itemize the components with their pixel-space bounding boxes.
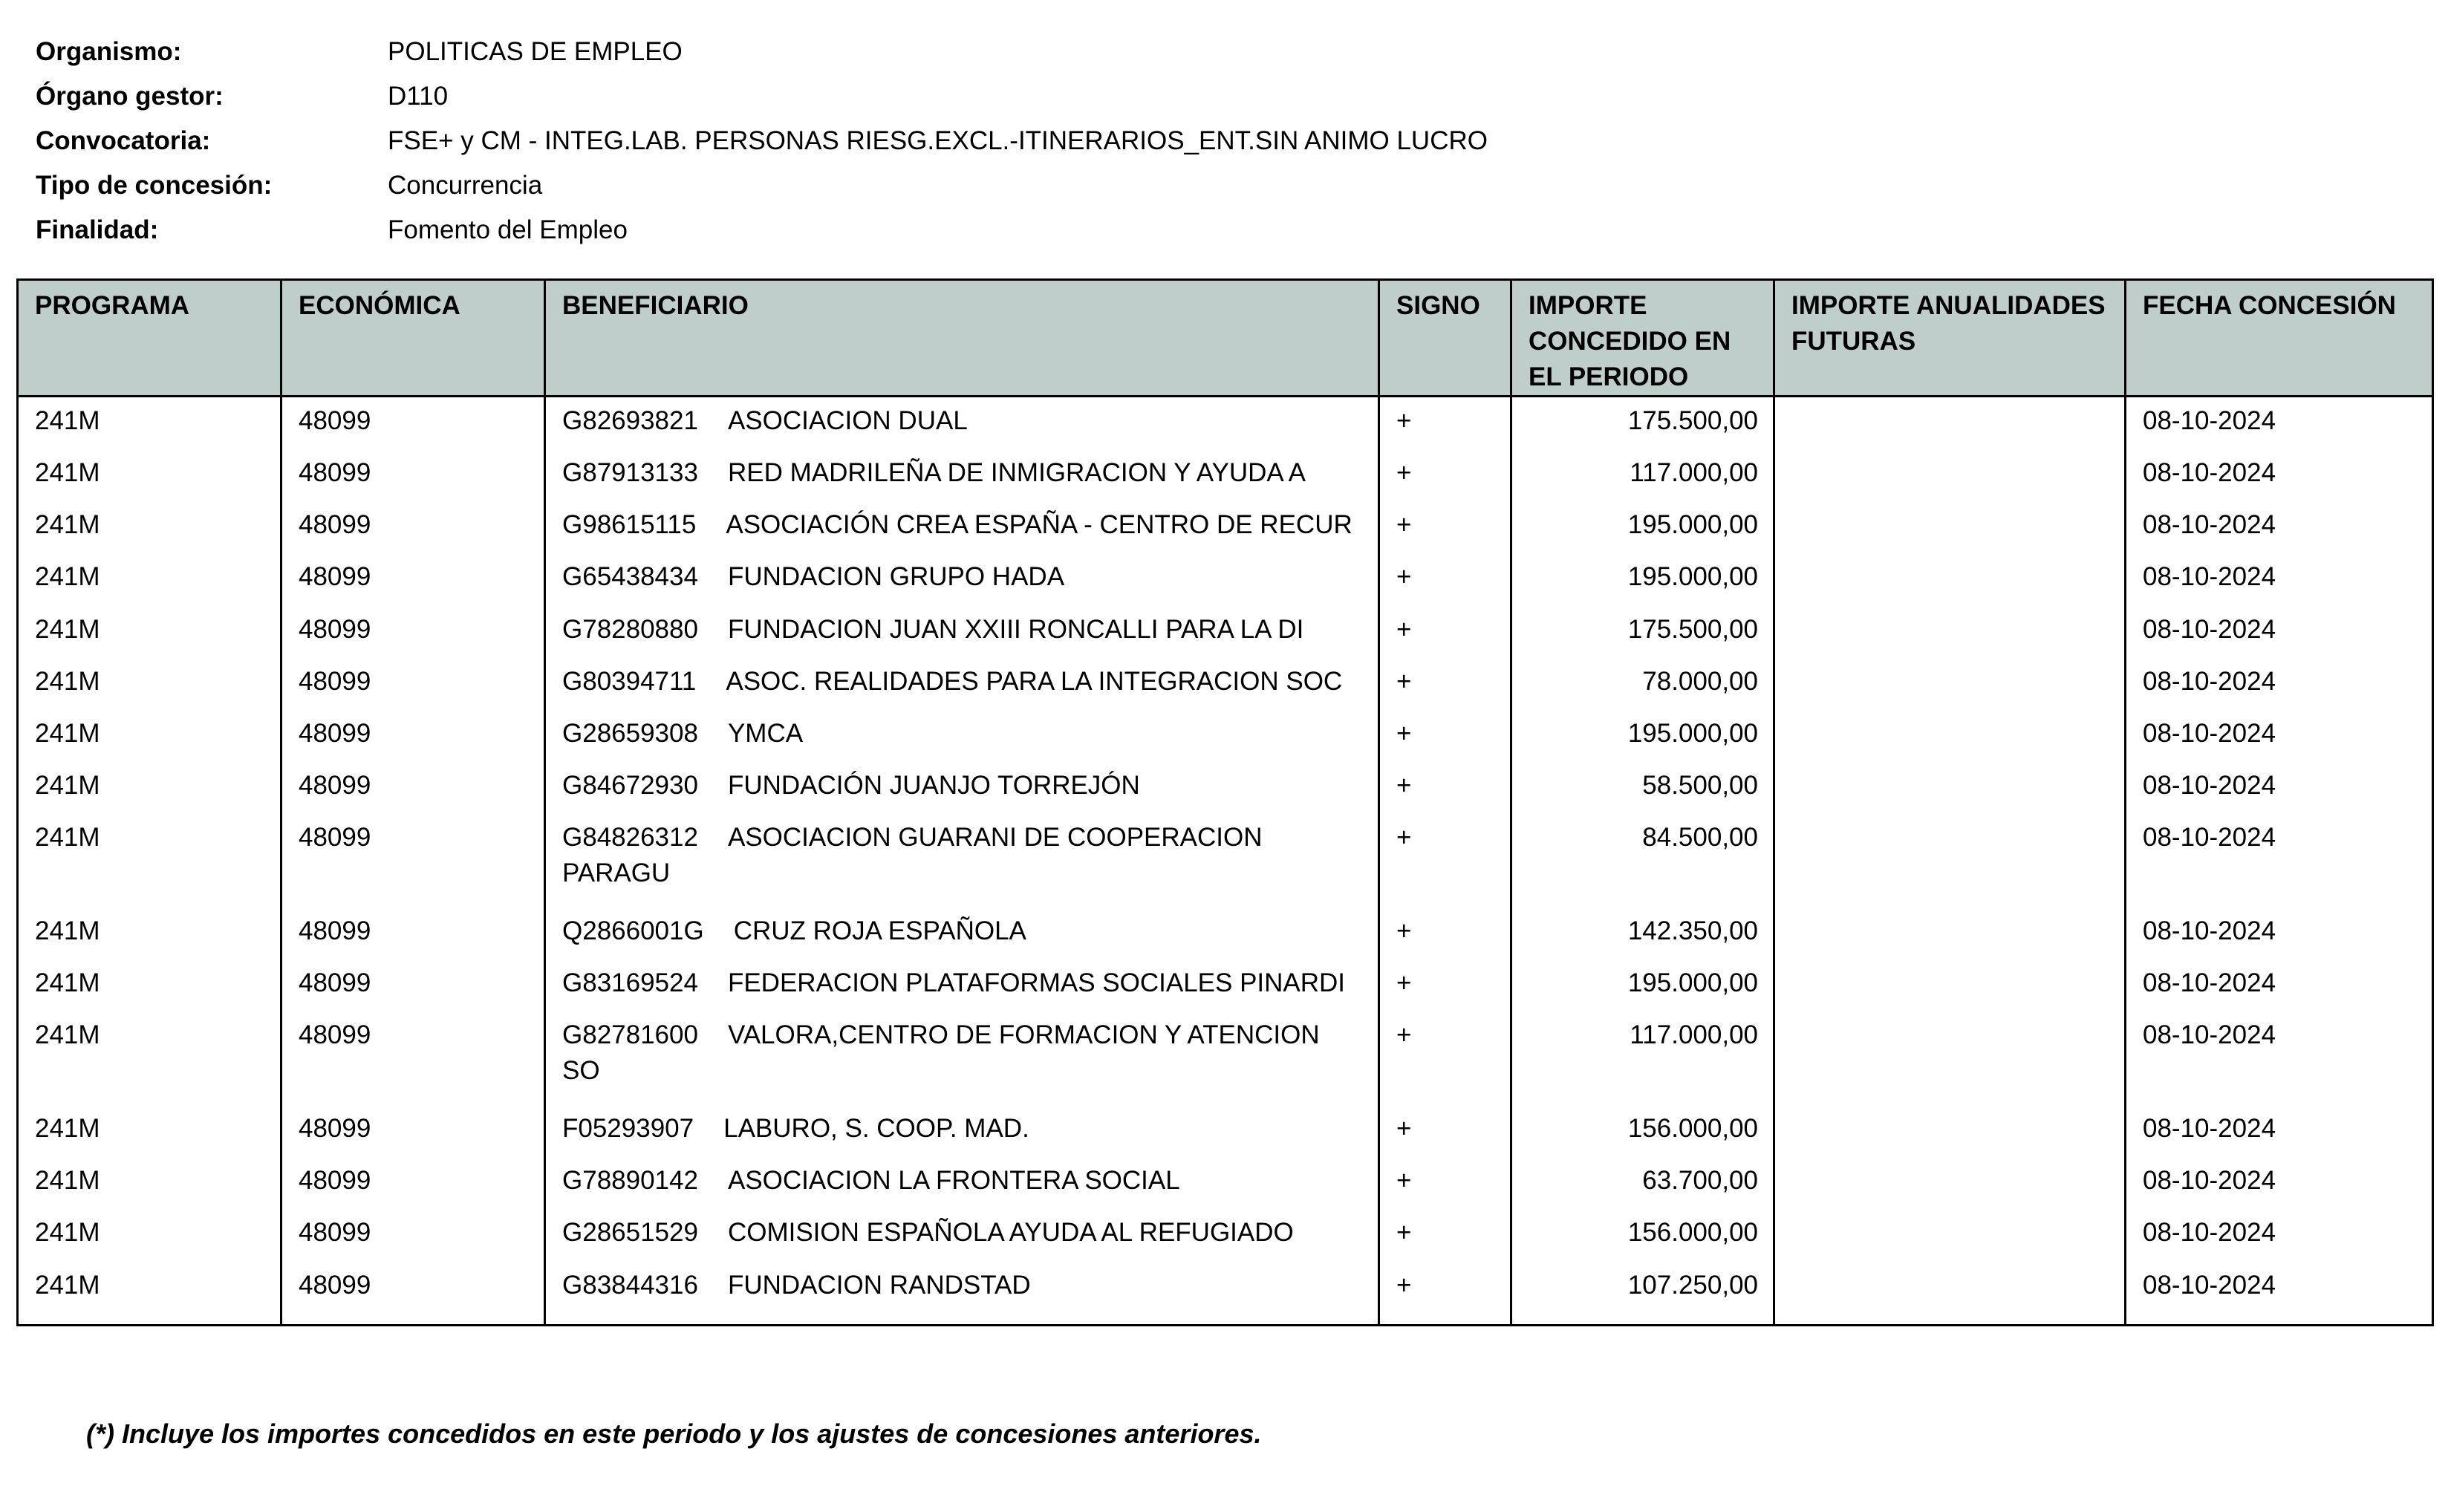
cell-beneficiario [545, 710, 1379, 762]
beneficiario-nombre: FUNDACION RANDSTAD [727, 1270, 1031, 1300]
spacer-cell [18, 1314, 281, 1326]
beneficiario-nombre: ASOC. REALIDADES PARA LA INTEGRACION SOC [726, 666, 1343, 696]
table-row [18, 959, 2433, 1011]
tipo-concesion-label: Tipo de concesión: [36, 171, 273, 200]
cell-signo: + [1379, 449, 1511, 501]
cell-programa: 241M [18, 1011, 281, 1105]
cell-signo: + [1379, 606, 1511, 658]
cell-anualidades [1774, 1011, 2126, 1105]
cell-anualidades [1774, 1262, 2126, 1314]
cell-programa: 241M [18, 959, 281, 1011]
cell-fecha: 08-10-2024 [2126, 449, 2433, 501]
cell-beneficiario [545, 397, 1379, 450]
cell-programa: 241M [18, 1105, 281, 1157]
cell-anualidades [1774, 449, 2126, 501]
cell-anualidades [1774, 553, 2126, 605]
table-row [18, 710, 2433, 762]
cell-importe: 142.350,00 [1511, 907, 1774, 959]
tipo-concesion-value: Concurrencia [388, 171, 543, 200]
cell-fecha: 08-10-2024 [2126, 397, 2433, 450]
table-row [18, 658, 2433, 710]
cell-anualidades [1774, 1209, 2126, 1261]
cell-programa: 241M [18, 710, 281, 762]
cell-signo: + [1379, 553, 1511, 605]
table-row [18, 397, 2433, 450]
beneficiario-nif: Q2866001G [562, 916, 704, 946]
beneficiario-nif: G28659308 [562, 718, 698, 748]
table-row [18, 1157, 2433, 1209]
cell-beneficiario [545, 1157, 1379, 1209]
table-row [18, 606, 2433, 658]
table-row [18, 1262, 2433, 1314]
spacer-cell [1379, 1314, 1511, 1326]
beneficiario-nombre: FUNDACION GRUPO HADA [727, 562, 1065, 592]
beneficiario-nif: G87913133 [562, 458, 698, 488]
cell-economica: 48099 [281, 814, 545, 907]
beneficiario-nif: G84672930 [562, 770, 698, 800]
spacer-cell [2126, 1314, 2433, 1326]
beneficiario-nif: F05293907 [562, 1114, 694, 1144]
finalidad-value: Fomento del Empleo [388, 215, 628, 244]
cell-beneficiario [545, 762, 1379, 814]
cell-importe: 107.250,00 [1511, 1262, 1774, 1314]
table-row [18, 762, 2433, 814]
cell-anualidades [1774, 710, 2126, 762]
cell-importe: 84.500,00 [1511, 814, 1774, 907]
beneficiario-nombre: FEDERACION PLATAFORMAS SOCIALES PINARDI [727, 968, 1346, 998]
beneficiario-nif: G83169524 [562, 968, 698, 998]
cell-signo: + [1379, 762, 1511, 814]
cell-programa: 241M [18, 814, 281, 907]
cell-economica: 48099 [281, 710, 545, 762]
cell-importe: 195.000,00 [1511, 501, 1774, 553]
cell-economica: 48099 [281, 553, 545, 605]
beneficiario-nombre: COMISION ESPAÑOLA AYUDA AL REFUGIADO [727, 1218, 1294, 1248]
beneficiario-nombre: ASOCIACION GUARANI DE COOPERACION PARAGU [562, 822, 1263, 887]
convocatoria-value: FSE+ y CM - INTEG.LAB. PERSONAS RIESG.EXCL.-ITINERARIOS_ENT.SIN ANIMO LUCRO [388, 126, 1488, 155]
beneficiario-nif: G28651529 [562, 1218, 698, 1248]
table-row [18, 501, 2433, 553]
cell-beneficiario [545, 1011, 1379, 1105]
cell-programa: 241M [18, 553, 281, 605]
beneficiario-nombre: ASOCIACION LA FRONTERA SOCIAL [727, 1166, 1180, 1196]
table-row [18, 553, 2433, 605]
spacer-cell [545, 1314, 1379, 1326]
cell-programa: 241M [18, 658, 281, 710]
cell-beneficiario [545, 449, 1379, 501]
organo-gestor-label: Órgano gestor: [36, 82, 224, 111]
beneficiario-nif: G98615115 [562, 510, 697, 540]
cell-fecha: 08-10-2024 [2126, 1157, 2433, 1209]
cell-anualidades [1774, 814, 2126, 907]
table-spacer-row [18, 1314, 2433, 1326]
cell-importe: 195.000,00 [1511, 959, 1774, 1011]
cell-programa: 241M [18, 1157, 281, 1209]
cell-anualidades [1774, 501, 2126, 553]
cell-anualidades [1774, 1105, 2126, 1157]
table-row [18, 1209, 2433, 1261]
organismo-label: Organismo: [36, 37, 182, 66]
table-header-row [18, 280, 2433, 397]
cell-economica: 48099 [281, 1157, 545, 1209]
cell-fecha: 08-10-2024 [2126, 606, 2433, 658]
cell-fecha: 08-10-2024 [2126, 501, 2433, 553]
cell-importe: 156.000,00 [1511, 1105, 1774, 1157]
organismo-value: POLITICAS DE EMPLEO [388, 37, 683, 66]
spacer-cell [1511, 1314, 1774, 1326]
cell-economica: 48099 [281, 1011, 545, 1105]
cell-economica: 48099 [281, 397, 545, 450]
cell-fecha: 08-10-2024 [2126, 1262, 2433, 1314]
cell-signo: + [1379, 1262, 1511, 1314]
cell-signo: + [1379, 907, 1511, 959]
cell-anualidades [1774, 762, 2126, 814]
organo-gestor-row [36, 74, 1488, 119]
col-header-beneficiario: BENEFICIARIO [545, 280, 1379, 397]
beneficiario-nombre: VALORA,CENTRO DE FORMACION Y ATENCION SO [562, 1020, 1320, 1086]
beneficiario-nif: G65438434 [562, 562, 698, 592]
col-header-fecha: FECHA CONCESIÓN [2126, 280, 2433, 397]
cell-signo: + [1379, 959, 1511, 1011]
cell-economica: 48099 [281, 959, 545, 1011]
cell-signo: + [1379, 1105, 1511, 1157]
cell-programa: 241M [18, 1209, 281, 1261]
cell-fecha: 08-10-2024 [2126, 762, 2433, 814]
table-row [18, 1105, 2433, 1157]
cell-signo: + [1379, 814, 1511, 907]
beneficiario-nombre: YMCA [727, 718, 804, 748]
cell-importe: 63.700,00 [1511, 1157, 1774, 1209]
beneficiario-nif: G78280880 [562, 614, 698, 644]
cell-importe: 117.000,00 [1511, 1011, 1774, 1105]
cell-signo: + [1379, 658, 1511, 710]
table-row [18, 449, 2433, 501]
cell-importe: 195.000,00 [1511, 710, 1774, 762]
cell-importe: 58.500,00 [1511, 762, 1774, 814]
cell-economica: 48099 [281, 1209, 545, 1261]
col-header-signo: SIGNO [1379, 280, 1511, 397]
cell-signo: + [1379, 1209, 1511, 1261]
cell-importe: 117.000,00 [1511, 449, 1774, 501]
cell-fecha: 08-10-2024 [2126, 814, 2433, 907]
cell-economica: 48099 [281, 658, 545, 710]
cell-anualidades [1774, 658, 2126, 710]
cell-programa: 241M [18, 762, 281, 814]
table-row [18, 814, 2433, 907]
cell-programa: 241M [18, 449, 281, 501]
beneficiario-nombre: LABURO, S. COOP. MAD. [723, 1114, 1029, 1144]
cell-beneficiario [545, 501, 1379, 553]
cell-programa: 241M [18, 1262, 281, 1314]
cell-anualidades [1774, 1157, 2126, 1209]
footnote: (*) Incluye los importes concedidos en este periodo y los ajustes de concesiones anteriores. [86, 1418, 1262, 1449]
beneficiario-nif: G83844316 [562, 1270, 698, 1300]
cell-fecha: 08-10-2024 [2126, 553, 2433, 605]
cell-programa: 241M [18, 606, 281, 658]
cell-signo: + [1379, 1157, 1511, 1209]
cell-beneficiario [545, 658, 1379, 710]
cell-fecha: 08-10-2024 [2126, 1209, 2433, 1261]
beneficiario-nif: G80394711 [562, 666, 697, 696]
beneficiario-nombre: FUNDACIÓN JUANJO TORREJÓN [727, 770, 1140, 800]
beneficiario-nombre: ASOCIACIÓN CREA ESPAÑA - CENTRO DE RECUR [726, 510, 1352, 540]
table-row [18, 1011, 2433, 1105]
cell-importe: 78.000,00 [1511, 658, 1774, 710]
organo-gestor-value: D110 [388, 82, 449, 111]
cell-beneficiario [545, 814, 1379, 907]
tipo-concesion-row [36, 163, 1488, 208]
cell-fecha: 08-10-2024 [2126, 710, 2433, 762]
beneficiario-nombre: RED MADRILEÑA DE INMIGRACION Y AYUDA A [727, 458, 1306, 488]
convocatoria-label: Convocatoria: [36, 126, 211, 155]
convocatoria-row [36, 119, 1488, 163]
cell-importe: 195.000,00 [1511, 553, 1774, 605]
table-body [18, 397, 2433, 1326]
cell-economica: 48099 [281, 1262, 545, 1314]
beneficiario-nif: G78890142 [562, 1166, 698, 1196]
cell-importe: 156.000,00 [1511, 1209, 1774, 1261]
cell-signo: + [1379, 501, 1511, 553]
cell-signo: + [1379, 397, 1511, 450]
cell-beneficiario [545, 959, 1379, 1011]
beneficiario-nombre: FUNDACION JUAN XXIII RONCALLI PARA LA DI [727, 614, 1304, 644]
col-header-programa: PROGRAMA [18, 280, 281, 397]
cell-fecha: 08-10-2024 [2126, 1105, 2433, 1157]
beneficiario-nif: G82781600 [562, 1020, 698, 1050]
col-header-anualidades: IMPORTE ANUALIDADES FUTURAS [1774, 280, 2126, 397]
cell-importe: 175.500,00 [1511, 397, 1774, 450]
cell-fecha: 08-10-2024 [2126, 1011, 2433, 1105]
beneficiario-nif: G84826312 [562, 822, 698, 852]
cell-programa: 241M [18, 501, 281, 553]
cell-anualidades [1774, 907, 2126, 959]
cell-fecha: 08-10-2024 [2126, 959, 2433, 1011]
cell-beneficiario [545, 553, 1379, 605]
cell-economica: 48099 [281, 907, 545, 959]
organismo-row [36, 30, 1488, 74]
cell-beneficiario [545, 606, 1379, 658]
cell-programa: 241M [18, 907, 281, 959]
cell-economica: 48099 [281, 606, 545, 658]
cell-beneficiario [545, 907, 1379, 959]
cell-anualidades [1774, 606, 2126, 658]
cell-economica: 48099 [281, 1105, 545, 1157]
cell-programa: 241M [18, 397, 281, 450]
cell-anualidades [1774, 397, 2126, 450]
beneficiario-nombre: ASOCIACION DUAL [727, 406, 968, 435]
cell-signo: + [1379, 1011, 1511, 1105]
grants-table [16, 278, 2434, 1326]
beneficiario-nombre: CRUZ ROJA ESPAÑOLA [733, 916, 1026, 946]
header-fields [36, 30, 1488, 252]
cell-beneficiario [545, 1262, 1379, 1314]
cell-anualidades [1774, 959, 2126, 1011]
spacer-cell [1774, 1314, 2126, 1326]
table-row [18, 907, 2433, 959]
cell-economica: 48099 [281, 449, 545, 501]
cell-fecha: 08-10-2024 [2126, 658, 2433, 710]
cell-signo: + [1379, 710, 1511, 762]
spacer-cell [281, 1314, 545, 1326]
cell-economica: 48099 [281, 501, 545, 553]
finalidad-label: Finalidad: [36, 215, 159, 244]
col-header-importe: IMPORTE CONCEDIDO EN EL PERIODO [1511, 280, 1774, 397]
beneficiario-nif: G82693821 [562, 406, 698, 435]
cell-beneficiario [545, 1209, 1379, 1261]
finalidad-row [36, 208, 1488, 252]
cell-fecha: 08-10-2024 [2126, 907, 2433, 959]
col-header-economica: ECONÓMICA [281, 280, 545, 397]
cell-importe: 175.500,00 [1511, 606, 1774, 658]
cell-economica: 48099 [281, 762, 545, 814]
cell-beneficiario [545, 1105, 1379, 1157]
